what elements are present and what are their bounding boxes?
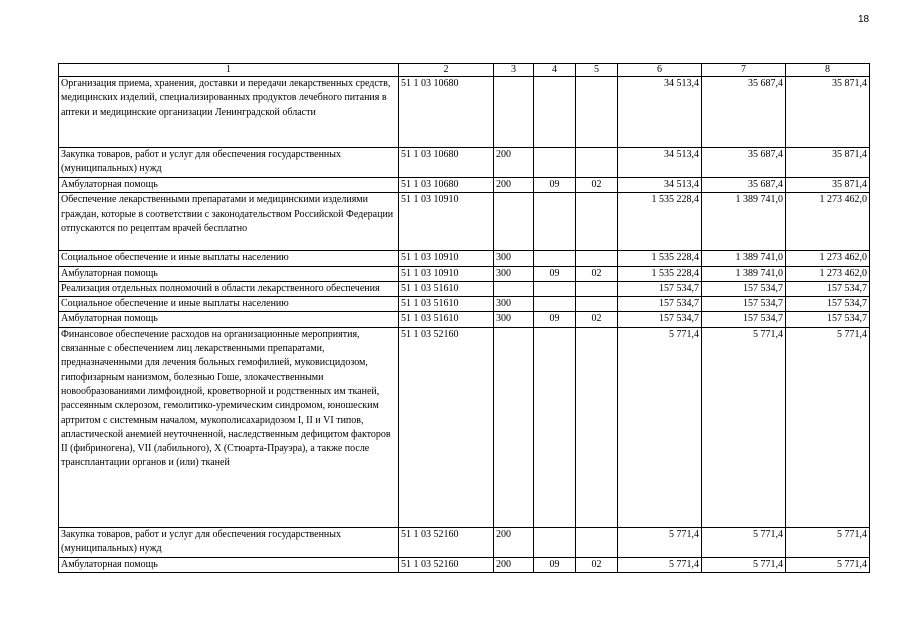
row-value-1: 34 513,4 <box>618 178 702 193</box>
row-name: Закупка товаров, работ и услуг для обеспечения государственных (муниципальных) нужд <box>59 527 399 557</box>
row-value-2: 1 389 741,0 <box>702 266 786 281</box>
row-value-2: 5 771,4 <box>702 557 786 572</box>
row-value-2: 1 389 741,0 <box>702 193 786 251</box>
row-code: 51 1 03 51610 <box>399 297 494 312</box>
table-row <box>59 251 870 266</box>
row-code: 51 1 03 51610 <box>399 281 494 296</box>
row-name: Амбулаторная помощь <box>59 312 399 327</box>
row-rz <box>534 297 576 312</box>
row-value-1: 5 771,4 <box>618 557 702 572</box>
row-value-2: 35 687,4 <box>702 148 786 178</box>
row-rz <box>534 193 576 251</box>
row-code: 51 1 03 10910 <box>399 193 494 251</box>
row-pr: 02 <box>576 266 618 281</box>
table-row <box>59 557 870 572</box>
row-code: 51 1 03 10680 <box>399 77 494 148</box>
header-row <box>59 64 870 77</box>
row-value-3: 5 771,4 <box>786 327 870 527</box>
row-value-3: 35 871,4 <box>786 178 870 193</box>
table-row <box>59 77 870 148</box>
row-value-1: 1 535 228,4 <box>618 266 702 281</box>
row-value-2: 157 534,7 <box>702 297 786 312</box>
row-value-2: 157 534,7 <box>702 281 786 296</box>
row-value-1: 157 534,7 <box>618 312 702 327</box>
row-name: Амбулаторная помощь <box>59 178 399 193</box>
row-kvr <box>494 281 534 296</box>
row-code: 51 1 03 10910 <box>399 251 494 266</box>
row-value-2: 35 687,4 <box>702 77 786 148</box>
row-value-2: 157 534,7 <box>702 312 786 327</box>
row-kvr <box>494 77 534 148</box>
row-name: Организация приема, хранения, доставки и передачи лекарственных средств, медицинских изделий, специализированных продуктов лечебного питания в аптеки и медицинские организации Ленинградской области <box>59 77 399 148</box>
row-rz <box>534 327 576 527</box>
row-rz <box>534 527 576 557</box>
row-kvr: 200 <box>494 148 534 178</box>
row-pr <box>576 77 618 148</box>
row-value-3: 157 534,7 <box>786 281 870 296</box>
table-row <box>59 312 870 327</box>
row-code: 51 1 03 52160 <box>399 327 494 527</box>
row-rz: 09 <box>534 557 576 572</box>
row-kvr: 200 <box>494 178 534 193</box>
header-cell: 4 <box>534 64 576 77</box>
row-pr <box>576 297 618 312</box>
row-rz <box>534 77 576 148</box>
row-pr: 02 <box>576 312 618 327</box>
row-kvr <box>494 193 534 251</box>
row-kvr: 300 <box>494 297 534 312</box>
row-pr <box>576 193 618 251</box>
row-kvr: 300 <box>494 251 534 266</box>
header-cell: 7 <box>702 64 786 77</box>
table-row <box>59 266 870 281</box>
row-value-1: 34 513,4 <box>618 148 702 178</box>
table-row <box>59 297 870 312</box>
row-rz <box>534 148 576 178</box>
row-kvr: 300 <box>494 312 534 327</box>
row-kvr: 300 <box>494 266 534 281</box>
row-pr <box>576 327 618 527</box>
row-value-1: 157 534,7 <box>618 281 702 296</box>
row-name: Обеспечение лекарственными препаратами и медицинскими изделиями граждан, которые в соответствии с законодательством Российской Федерации отпускаются по рецептам врачей бесплатно <box>59 193 399 251</box>
row-value-1: 5 771,4 <box>618 327 702 527</box>
row-value-3: 1 273 462,0 <box>786 193 870 251</box>
table-row <box>59 327 870 527</box>
row-value-3: 1 273 462,0 <box>786 266 870 281</box>
row-name: Амбулаторная помощь <box>59 266 399 281</box>
row-name: Социальное обеспечение и иные выплаты населению <box>59 251 399 266</box>
row-value-2: 5 771,4 <box>702 527 786 557</box>
table-row <box>59 178 870 193</box>
row-code: 51 1 03 10680 <box>399 178 494 193</box>
row-name: Финансовое обеспечение расходов на организационные мероприятия, связанные с обеспечением лиц лекарственными препаратами, предназначенными для лечения больных гемофилией, муковисцидозом, гипофизарным нанизмом, болезнью Гоше, злокачественными новообразованиями лимфоидной, кроветворной и родственных им тканей, рассеянным склерозом, гемолитико-уремическим синдромом, юношеским артритом с системным началом, мукополисахаридозом I, II и VI типов, апластической анемией неуточненной, наследственным дефицитом факторов II (фибриногена), VII (лабильного), X (Стюарта-Прауэра), а также после трансплантации органов и (или) тканей <box>59 327 399 527</box>
row-value-2: 5 771,4 <box>702 327 786 527</box>
table-row <box>59 148 870 178</box>
row-value-1: 1 535 228,4 <box>618 193 702 251</box>
table-row <box>59 281 870 296</box>
row-kvr <box>494 327 534 527</box>
row-pr <box>576 251 618 266</box>
table-row <box>59 193 870 251</box>
row-rz: 09 <box>534 266 576 281</box>
row-value-3: 157 534,7 <box>786 312 870 327</box>
row-name: Закупка товаров, работ и услуг для обеспечения государственных (муниципальных) нужд <box>59 148 399 178</box>
row-rz: 09 <box>534 312 576 327</box>
row-value-3: 35 871,4 <box>786 77 870 148</box>
row-rz: 09 <box>534 178 576 193</box>
row-rz <box>534 251 576 266</box>
header-cell: 8 <box>786 64 870 77</box>
row-value-2: 1 389 741,0 <box>702 251 786 266</box>
row-value-3: 35 871,4 <box>786 148 870 178</box>
row-value-1: 157 534,7 <box>618 297 702 312</box>
row-code: 51 1 03 10910 <box>399 266 494 281</box>
budget-table <box>58 63 870 573</box>
row-code: 51 1 03 52160 <box>399 557 494 572</box>
row-kvr: 200 <box>494 527 534 557</box>
header-cell: 2 <box>399 64 494 77</box>
row-pr <box>576 148 618 178</box>
row-pr: 02 <box>576 178 618 193</box>
row-value-3: 5 771,4 <box>786 527 870 557</box>
row-name: Социальное обеспечение и иные выплаты населению <box>59 297 399 312</box>
row-name: Реализация отдельных полномочий в области лекарственного обеспечения <box>59 281 399 296</box>
header-cell: 6 <box>618 64 702 77</box>
row-kvr: 200 <box>494 557 534 572</box>
row-code: 51 1 03 10680 <box>399 148 494 178</box>
row-value-3: 157 534,7 <box>786 297 870 312</box>
page-number: 18 <box>858 14 870 25</box>
row-value-3: 1 273 462,0 <box>786 251 870 266</box>
row-value-1: 1 535 228,4 <box>618 251 702 266</box>
row-value-1: 34 513,4 <box>618 77 702 148</box>
row-code: 51 1 03 51610 <box>399 312 494 327</box>
row-value-3: 5 771,4 <box>786 557 870 572</box>
row-pr <box>576 527 618 557</box>
row-pr <box>576 281 618 296</box>
header-cell: 3 <box>494 64 534 77</box>
row-code: 51 1 03 52160 <box>399 527 494 557</box>
row-name: Амбулаторная помощь <box>59 557 399 572</box>
header-cell: 5 <box>576 64 618 77</box>
header-cell: 1 <box>59 64 399 77</box>
row-value-1: 5 771,4 <box>618 527 702 557</box>
table-row <box>59 527 870 557</box>
row-value-2: 35 687,4 <box>702 178 786 193</box>
row-pr: 02 <box>576 557 618 572</box>
row-rz <box>534 281 576 296</box>
